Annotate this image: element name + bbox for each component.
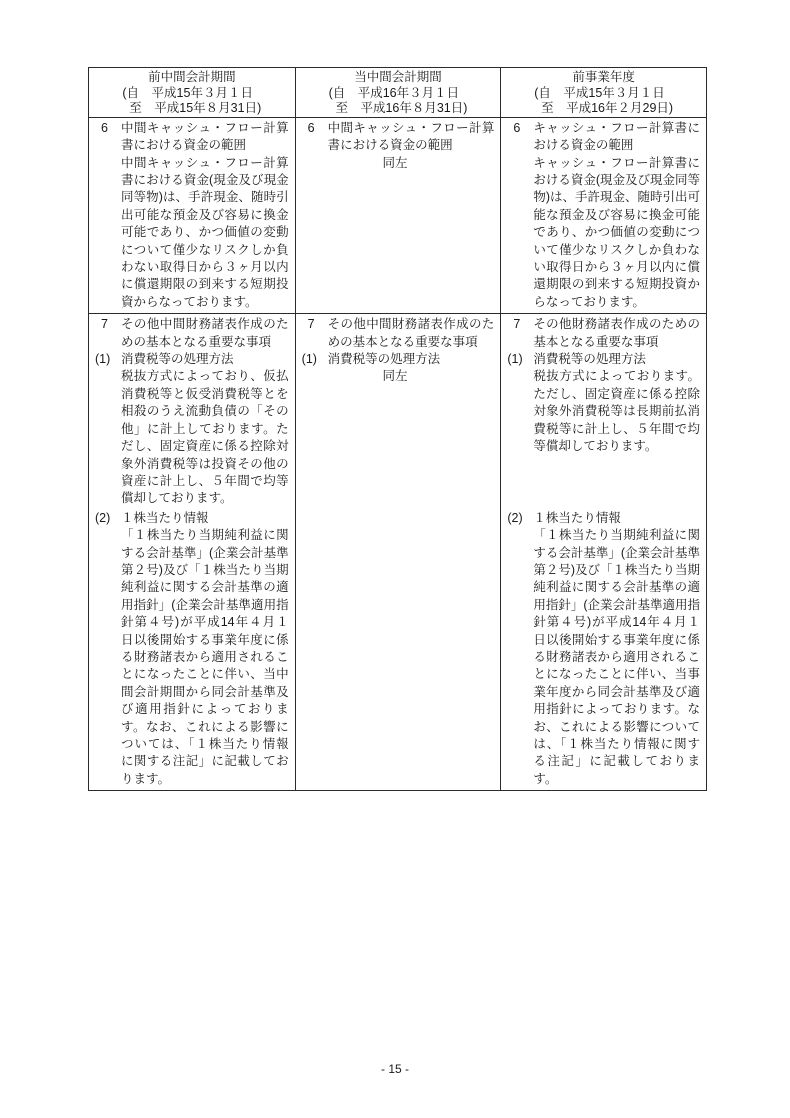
subitem-heading xyxy=(501,510,700,527)
period-to: 至 平成16年２月29日) xyxy=(541,101,674,116)
same-as-left-note: 同左 xyxy=(382,155,408,170)
cell-row6-col1 xyxy=(89,118,295,313)
period-title: 前事業年度 xyxy=(572,70,635,84)
subitem-title: 消費税等の処理方法 xyxy=(533,352,646,367)
period-from: (自 平成16年３月１日 xyxy=(328,85,460,100)
item-heading xyxy=(501,120,700,155)
item-heading xyxy=(89,120,289,155)
page-number: - 15 - xyxy=(380,1062,409,1076)
accounting-notes-table xyxy=(88,67,707,791)
subitem-title: １株当たり情報 xyxy=(121,510,209,525)
item-title: キャッシュ・フロー計算書における資金の範囲 xyxy=(533,120,700,153)
subitem-title: 消費税等の処理方法 xyxy=(121,352,234,367)
cell-row7a-col2 xyxy=(295,314,501,509)
subitem-paragraph: 税抜方式によっております。ただし、固定資産に係る控除対象外消費税等は長期前払消費税等に計上し、５年間で均等償却しております。 xyxy=(533,369,700,454)
subitem-paragraph: 「１株当たり当期純利益に関する会計基準」(企業会計基準第２号)及び「１株当たり当期純利益に関する会計基準の適用指針」(企業会計基準適用指針第４号)が平成14年４月１日以後開始する事業年度に係る財務諸表から適用されることになったことに伴い、当事業年度から同会計基準及び適用指針によっております。なお、これによる影響については、「１株当たり情報に関する注記」に記載しております。 xyxy=(533,528,700,786)
subitem-heading xyxy=(501,351,700,368)
header-cell-current-interim-period xyxy=(295,68,501,117)
item-number: 6 xyxy=(101,120,108,135)
cell-row6-col2 xyxy=(295,118,501,313)
period-to: 至 平成15年８月31日) xyxy=(129,101,262,116)
cell-row7a-col1 xyxy=(89,314,295,509)
item-heading xyxy=(296,316,495,351)
period-dates xyxy=(329,86,468,117)
period-title: 当中間会計期間 xyxy=(354,70,442,84)
period-to: 至 平成16年８月31日) xyxy=(335,101,468,116)
subitem-heading xyxy=(296,351,495,368)
item-title: その他中間財務諸表作成のための基本となる重要な事項 xyxy=(327,317,495,349)
period-dates xyxy=(122,86,261,117)
header-cell-prior-interim-period xyxy=(89,68,295,117)
subitem-number: (1) xyxy=(95,352,111,367)
cell-row7b-col1 xyxy=(89,510,295,791)
subitem-paragraph: 「１株当たり当期純利益に関する会計基準」(企業会計基準第２号)及び「１株当たり当期純利益に関する会計基準の適用指針」(企業会計基準適用指針第４号)が平成14年４月１日以後開始する事業年度に係る財務諸表から適用されることになったことに伴い、当中間会計期間から同会計基準及び適用指針によっております。なお、これによる影響については、「１株当たり情報に関する注記」に記載しております。 xyxy=(121,528,289,786)
item-heading xyxy=(501,316,700,351)
item-number: 7 xyxy=(307,317,315,332)
subitem-title: １株当たり情報 xyxy=(533,510,621,525)
item-title: その他財務諸表作成のための基本となる重要な事項 xyxy=(533,317,700,349)
subitem-heading xyxy=(89,351,289,368)
cell-row7b-col2 xyxy=(295,510,501,791)
subitem-number: (2) xyxy=(507,510,523,525)
item-number: 6 xyxy=(307,120,315,135)
subitem-number: (1) xyxy=(507,352,523,367)
subitem-paragraph: 税抜方式によっており、仮払消費税等と仮受消費税等とを相殺のうえ流動負債の「その他」に計上しております。ただし、固定資産に係る控除対象外消費税等は投資その他の資産に計上し、５年間で均等償却しております。 xyxy=(121,369,289,506)
item-heading xyxy=(296,120,495,155)
item-paragraph: 中間キャッシュ・フロー計算書における資金(現金及び現金同等物)は、手許現金、随時引出可能な預金及び容易に換金可能であり、かつ価値の変動について僅少なリスクしか負わない取得日から３ヶ月以内に償還期限の到来する短期投資からなっております。 xyxy=(121,155,289,309)
period-from: (自 平成15年３月１日 xyxy=(122,85,253,100)
item-number: 7 xyxy=(513,317,521,332)
cell-row7a-col3 xyxy=(500,314,706,509)
table-header-row xyxy=(89,68,706,117)
period-from: (自 平成15年３月１日 xyxy=(534,85,665,100)
same-as-left-note: 同左 xyxy=(382,369,408,384)
subitem-heading xyxy=(89,510,289,527)
table-row-item7-part1 xyxy=(89,313,706,509)
cell-row7b-col3 xyxy=(500,510,706,791)
item-title: 中間キャッシュ・フロー計算書における資金の範囲 xyxy=(121,120,289,153)
header-cell-prior-fiscal-year xyxy=(500,68,706,117)
subitem-number: (2) xyxy=(95,510,111,525)
item-title: その他中間財務諸表作成のための基本となる重要な事項 xyxy=(121,317,289,349)
item-paragraph: キャッシュ・フロー計算書における資金(現金及び現金同等物)は、手許現金、随時引出可能な預金及び容易に換金可能であり、かつ価値の変動について僅少なリスクしか負わない取得日から３ヶ月以内に償還期限の到来する短期投資からなっております。 xyxy=(533,155,700,309)
item-number: 7 xyxy=(101,317,108,332)
period-dates xyxy=(534,86,673,117)
cell-row6-col3 xyxy=(500,118,706,313)
subitem-title: 消費税等の処理方法 xyxy=(327,352,441,367)
item-heading xyxy=(89,316,289,351)
item-number: 6 xyxy=(513,120,521,135)
item-title: 中間キャッシュ・フロー計算書における資金の範囲 xyxy=(327,120,495,153)
subitem-number: (1) xyxy=(301,352,317,367)
table-row-item6 xyxy=(89,117,706,313)
table-row-item7-part2 xyxy=(89,510,706,791)
period-title: 前中間会計期間 xyxy=(148,70,236,84)
